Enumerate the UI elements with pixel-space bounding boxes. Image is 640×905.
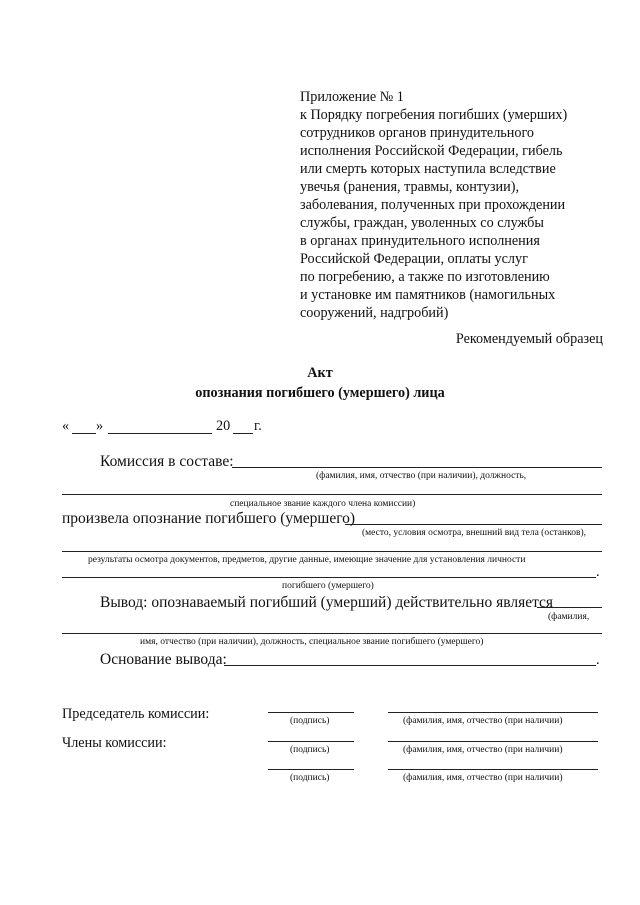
commission-caption-2: специальное звание каждого члена комиссии) [230,499,416,509]
member2-name-field[interactable] [388,769,598,770]
basis-label: Основание вывода: [100,651,227,668]
conclusion-label: Вывод: опознаваемый погибший (умерший) действительно является [100,594,554,611]
appendix-line: Приложение № 1 [300,89,404,105]
chairman-name-field[interactable] [388,712,598,713]
date-open-quote: « [62,418,70,434]
member2-signature-field[interactable] [268,769,354,770]
date-close-quote: » [96,418,104,434]
chairman-signature-field[interactable] [268,712,354,713]
member2-name-caption: (фамилия, имя, отчество (при наличии) [403,773,563,783]
identification-caption-2: результаты осмотра документов, предметов, другие данные, имеющие значение для установления личности [88,555,526,565]
commission-field-2[interactable] [62,494,602,495]
member1-signature-field[interactable] [268,741,354,742]
conclusion-field[interactable] [537,607,602,608]
commission-caption-1: (фамилия, имя, отчество (при наличии), должность, [316,471,527,481]
appendix-line: исполнения Российской Федерации, гибель [300,143,563,159]
chairman-label: Председатель комиссии: [62,706,210,722]
identification-caption-3: погибшего (умершего) [282,581,374,591]
appendix-line: и установке им памятников (намогильных [300,287,556,303]
basis-field[interactable] [224,665,596,666]
conclusion-caption-1: (фамилия, [548,612,590,622]
appendix-line: Российской Федерации, оплаты услуг [300,251,528,267]
identification-label: произвела опознание погибшего (умершего) [62,510,356,527]
date-year-prefix: 20 [216,418,231,434]
identification-field[interactable] [345,524,602,525]
member1-signature-caption: (подпись) [290,745,330,755]
member1-name-field[interactable] [388,741,598,742]
conclusion-field-2[interactable] [62,633,602,634]
chairman-name-caption: (фамилия, имя, отчество (при наличии) [403,716,563,726]
appendix-line: к Порядку погребения погибших (умерших) [300,107,568,123]
identification-period: . [596,564,600,580]
title-subtitle: опознания погибшего (умершего) лица [195,385,445,401]
appendix-line: по погребению, а также по изготовлению [300,269,550,285]
members-label: Члены комиссии: [62,735,167,751]
identification-caption-1: (место, условия осмотра, внешний вид тела (останков), [362,528,587,538]
identification-field-2[interactable] [62,551,602,552]
member2-signature-caption: (подпись) [290,773,330,783]
date-day-field[interactable] [72,433,96,434]
date-month-field[interactable] [108,433,212,434]
recommended-sample-label: Рекомендуемый образец [455,331,603,347]
date-year-suffix: г. [254,418,262,434]
appendix-line: сотрудников органов принудительного [300,125,535,141]
appendix-block [300,88,567,322]
appendix-line: службы, граждан, уволенных со службы [300,215,544,231]
basis-period: . [596,652,600,668]
member1-name-caption: (фамилия, имя, отчество (при наличии) [403,745,563,755]
appendix-line: сооружений, надгробий) [300,305,449,321]
date-year-field[interactable] [233,433,253,434]
commission-label: Комиссия в составе: [100,453,234,470]
appendix-line: в органах принудительного исполнения [300,233,540,249]
appendix-line: увечья (ранения, травмы, контузии), [300,179,519,195]
appendix-line: заболевания, полученных при прохождении [300,197,566,213]
title-act: Акт [307,365,333,381]
identification-field-3[interactable] [62,577,596,578]
appendix-line: или смерть которых наступила вследствие [300,161,556,177]
commission-field[interactable] [232,467,602,468]
chairman-signature-caption: (подпись) [290,716,330,726]
conclusion-caption-2: имя, отчество (при наличии), должность, специальное звание погибшего (умершего) [140,637,484,647]
